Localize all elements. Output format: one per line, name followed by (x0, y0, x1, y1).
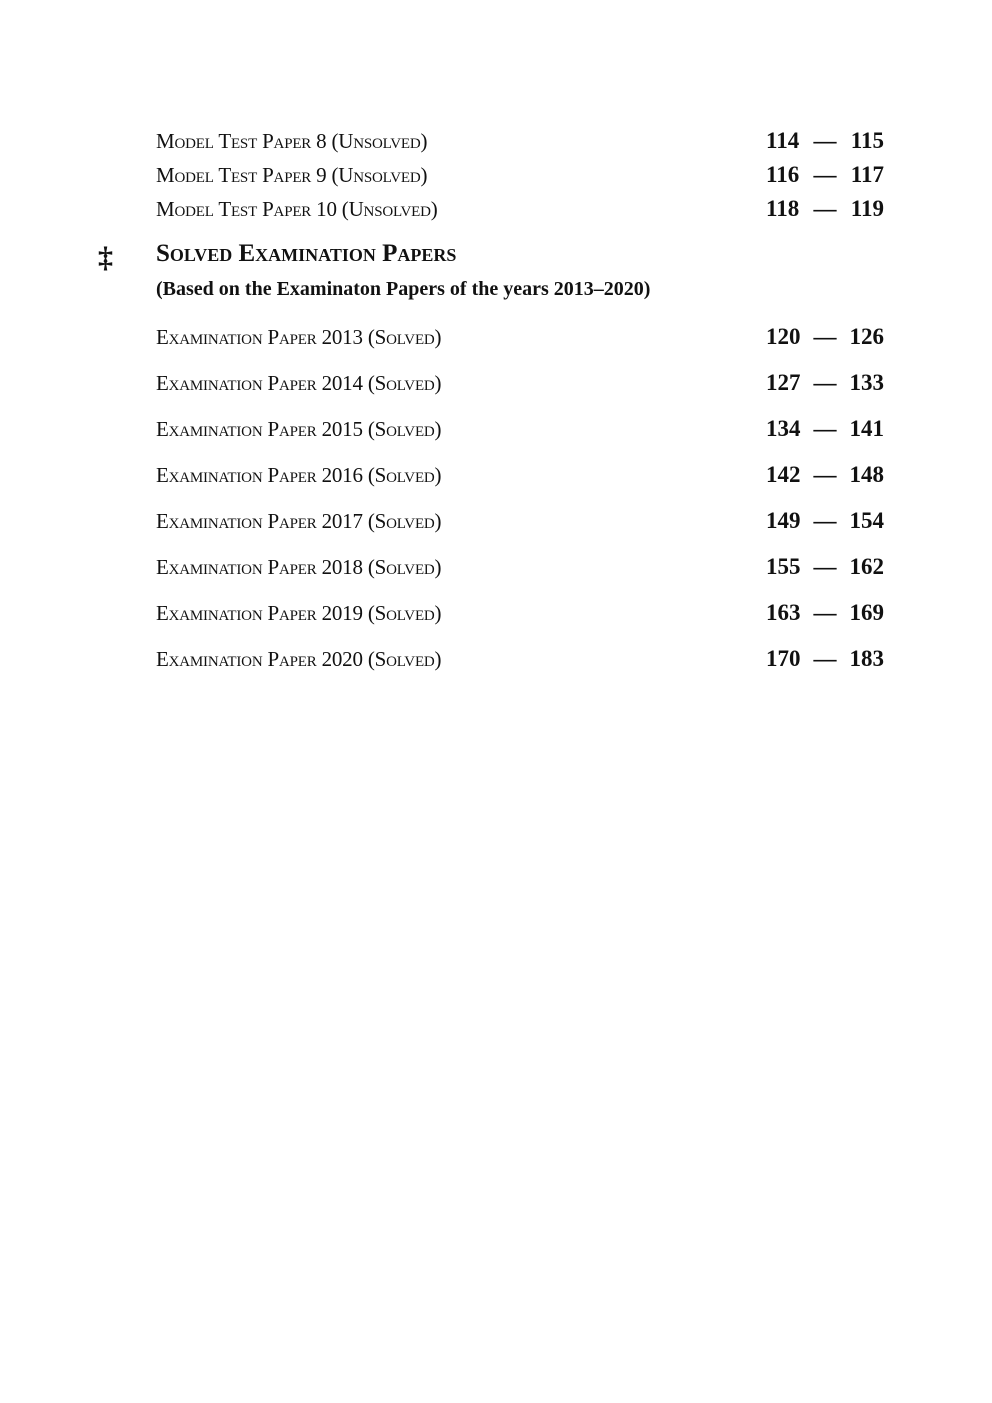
page-end: 133 (849, 370, 884, 395)
page-start: 114 (766, 128, 800, 153)
page-start: 149 (766, 508, 801, 533)
page-end: 162 (849, 554, 884, 579)
page-dash: — (813, 600, 837, 625)
toc-entry-exam-2019[interactable] (156, 600, 884, 630)
entry-title: Examination Paper 2016 (Solved) (156, 463, 442, 487)
entry-title: Model Test Paper 9 (Unsolved) (156, 163, 428, 187)
page-range (766, 416, 884, 442)
entry-title: Examination Paper 2013 (Solved) (156, 325, 442, 349)
page-range (766, 128, 884, 154)
toc-entry-exam-2013[interactable] (156, 324, 884, 354)
toc-entry-model-test-paper-8[interactable] (156, 128, 884, 158)
page-end: 154 (849, 508, 884, 533)
page-dash: — (813, 324, 837, 349)
toc-entry-model-test-paper-10[interactable] (156, 196, 884, 226)
page-start: 170 (766, 646, 801, 671)
page-end: 148 (849, 462, 884, 487)
page-range (766, 162, 884, 188)
page-start: 116 (766, 162, 800, 187)
page-end: 169 (849, 600, 884, 625)
page-range (766, 646, 884, 672)
page-range (766, 324, 884, 350)
page-dash: — (813, 554, 837, 579)
page-start: 163 (766, 600, 801, 625)
toc-entry-exam-2015[interactable] (156, 416, 884, 446)
entry-title: Examination Paper 2019 (Solved) (156, 601, 442, 625)
page-dash: — (813, 508, 837, 533)
section-subtitle: (Based on the Examinaton Papers of the years 2013–2020) (156, 278, 651, 300)
toc-entry-exam-2014[interactable] (156, 370, 884, 400)
page-start: 134 (766, 416, 801, 441)
entry-title: Examination Paper 2017 (Solved) (156, 509, 442, 533)
page-range (766, 370, 884, 396)
page-start: 142 (766, 462, 801, 487)
page-dash: — (813, 416, 837, 441)
entry-title: Examination Paper 2018 (Solved) (156, 555, 442, 579)
entry-title: Examination Paper 2020 (Solved) (156, 647, 442, 671)
page-start: 118 (766, 196, 800, 221)
page-end: 119 (850, 196, 884, 221)
page-end: 117 (850, 162, 884, 187)
double-dagger-icon: ‡ (98, 241, 113, 274)
page-range (766, 462, 884, 488)
page-end: 183 (849, 646, 884, 671)
page-end: 126 (849, 324, 884, 349)
page-start: 127 (766, 370, 801, 395)
page-range (766, 196, 884, 222)
section-title: Solved Examination Papers (156, 240, 457, 267)
page-dash: — (813, 646, 837, 671)
toc-entry-exam-2017[interactable] (156, 508, 884, 538)
toc-entry-exam-2020[interactable] (156, 646, 884, 676)
page-range (766, 554, 884, 580)
toc-entry-exam-2018[interactable] (156, 554, 884, 584)
page-start: 120 (766, 324, 801, 349)
page-range (766, 600, 884, 626)
page-dash: — (813, 462, 837, 487)
page-start: 155 (766, 554, 801, 579)
page-range (766, 508, 884, 534)
page-end: 115 (850, 128, 884, 153)
toc-entry-exam-2016[interactable] (156, 462, 884, 492)
page-dash: — (813, 128, 837, 153)
page-dash: — (813, 370, 837, 395)
entry-title: Examination Paper 2015 (Solved) (156, 417, 442, 441)
page-dash: — (813, 162, 837, 187)
page-dash: — (813, 196, 837, 221)
entry-title: Model Test Paper 10 (Unsolved) (156, 197, 438, 221)
page-end: 141 (849, 416, 884, 441)
entry-title: Examination Paper 2014 (Solved) (156, 371, 442, 395)
toc-entry-model-test-paper-9[interactable] (156, 162, 884, 192)
entry-title: Model Test Paper 8 (Unsolved) (156, 129, 428, 153)
